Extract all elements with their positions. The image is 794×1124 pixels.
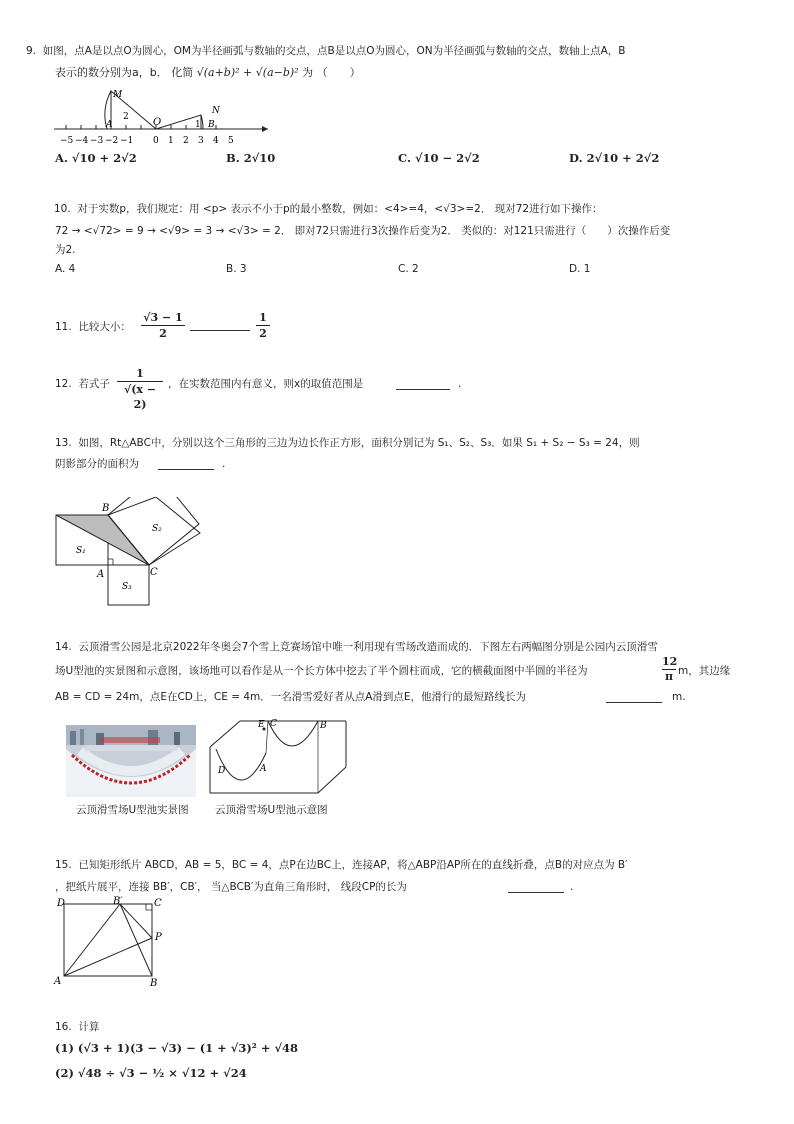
q11-left-fraction (141, 310, 185, 341)
label-A: A (260, 764, 267, 774)
q13-squares-figure (52, 497, 207, 609)
tick-label: 2 (183, 136, 189, 146)
tick-label: −4 (75, 136, 89, 146)
q12-period: . (458, 378, 462, 390)
label-A: A (106, 120, 113, 130)
q16-title: 16. 计算 (55, 1021, 100, 1033)
q14-answer-blank[interactable] (606, 690, 662, 703)
q14-unit: m. (672, 691, 686, 703)
u-pipe-diagram (206, 717, 354, 797)
q9-option-c[interactable]: C. √10 − 2√2 (398, 151, 480, 165)
q12-fraction (117, 366, 163, 412)
q14-line1: 14. 云顶滑雪公园是北京2022年冬奥会7个雪上竞赛场馆中唯一利用现有雪场改造而成的．下图左右两幅图分别是公园内云顶滑雪 (55, 641, 658, 653)
q9-option-a[interactable]: A. √10 + 2√2 (55, 151, 137, 165)
label-B: B (208, 120, 215, 130)
q15-period: . (570, 881, 574, 893)
label-D: D (57, 898, 66, 909)
q14-radius-fraction (662, 655, 676, 684)
q10-option-d[interactable]: D. 1 (569, 263, 591, 275)
tick-label: 1 (168, 136, 174, 146)
caption-photo: 云顶滑雪场U型池实景图 (76, 804, 189, 816)
label-C: C (270, 719, 277, 729)
tick-label: −1 (120, 136, 134, 146)
tick-label: 3 (198, 136, 204, 146)
tick-label: −2 (105, 136, 119, 146)
q13-line2: 阴影部分的面积为 (55, 458, 139, 470)
q13-period: . (222, 458, 226, 470)
q12-prompt-start: 12. 若式子 (55, 378, 110, 390)
q12-answer-blank[interactable] (396, 377, 450, 390)
caption-diagram: 云顶滑雪场U型池示意图 (215, 804, 328, 816)
label-O: O (153, 117, 162, 128)
label-C: C (150, 567, 158, 578)
fraction-numerator: 12 (662, 655, 678, 668)
q10-line1: 10. 对于实数p，我们规定：用 <p> 表示不小于p的最小整数，例如：<4>=4，<√3>=2． 现对72进行如下操作： (54, 203, 603, 215)
q10-option-a[interactable]: A. 4 (55, 263, 76, 275)
q10-option-c[interactable]: C. 2 (398, 263, 419, 275)
label-S2: S₂ (152, 524, 162, 534)
label-M: M (113, 90, 123, 100)
q9-number-line-figure (50, 83, 275, 149)
snow-park-photo (66, 725, 196, 797)
q16-part2: (2) √48 ÷ √3 − ½ × √12 + √24 (55, 1066, 247, 1080)
label-A: A (97, 569, 105, 580)
q10-line3: 为2. (55, 244, 76, 256)
q15-line1: 15. 已知矩形纸片 ABCD，AB = 5，BC = 4，点P在边BC上，连接AP，将△ABP沿AP所在的直线折叠，点B的对应点为 B′ (55, 859, 628, 871)
q14-line3: AB = CD = 24m，点E在CD上，CE = 4m．一名滑雪爱好者从点A滑到点E，他滑行的最短路线长为 (55, 691, 527, 703)
label-B: B (150, 978, 158, 989)
label-N: N (212, 106, 220, 116)
fraction-numerator: √3 − 1 (141, 310, 185, 326)
label-B: B (102, 503, 110, 514)
q15-line2: ，把纸片展平，连接 BB′，CB′， 当△BCB′为直角三角形时， 线段CP的长为 (55, 881, 407, 893)
q14-line2-start: 场U型池的实景图和示意图，该场地可以看作是从一个长方体中挖去了半个圆柱而成，它的横截面图中半圆的半径为 (55, 665, 588, 677)
q13-answer-blank[interactable] (158, 457, 214, 470)
tick-label: −5 (60, 136, 74, 146)
label-D: D (218, 766, 226, 776)
label-S1: S₁ (76, 546, 86, 556)
q9-line1: 9. 如图，点A是以点O为圆心，OM为半径画弧与数轴的交点，点B是以点O为圆心，ON为半径画弧与数轴的交点，数轴上点A，B (26, 45, 626, 57)
q11-right-fraction (256, 310, 270, 341)
q14-line2-end: m，其边缘 (678, 665, 731, 677)
fraction-denominator: 2 (259, 327, 267, 340)
q9-option-b[interactable]: B. 2√10 (226, 151, 276, 165)
label-S3: S₃ (122, 582, 132, 592)
label-B: B (320, 721, 327, 731)
q12-prompt-end: ，在实数范围内有意义，则x的取值范围是 (168, 378, 364, 390)
q16-part1: (1) (√3 + 1)(3 − √3) − (1 + √3)² + √48 (55, 1041, 299, 1055)
label-2: 2 (123, 112, 129, 122)
label-C: C (154, 898, 162, 909)
label-E: E (258, 720, 265, 730)
label-A: A (54, 976, 62, 987)
q11-answer-blank[interactable] (190, 318, 250, 331)
fraction-numerator: 1 (256, 310, 270, 326)
tick-label: 4 (213, 136, 219, 146)
label-B-prime: B′ (113, 896, 123, 907)
q10-option-b[interactable]: B. 3 (226, 263, 247, 275)
q10-line2: 72 → <√72> = 9 → <√9> = 3 → <√3> = 2． 即对72只需进行3次操作后变为2． 类似的：对121只需进行（ ）次操作后变 (55, 225, 671, 237)
q13-line1: 13. 如图，Rt△ABC中，分别以这个三角形的三边为边长作正方形，面积分别记为 S₁、S₂、S₃．如果 S₁ + S₂ − S₃ = 24，则 (55, 437, 640, 449)
fraction-denominator: √(x − 2) (123, 383, 157, 411)
fraction-numerator: 1 (117, 366, 163, 382)
tick-label: −3 (90, 136, 104, 146)
fraction-denominator: 2 (159, 327, 167, 340)
q15-answer-blank[interactable] (508, 880, 564, 893)
tick-label: 0 (153, 136, 159, 146)
tick-label: 5 (228, 136, 234, 146)
q9-line2: 表示的数分别为a，b． 化简 √(a+b)² + √(a−b)² 为 （ ） (55, 66, 361, 79)
fraction-denominator: π (664, 670, 674, 683)
q15-rectangle-figure (52, 894, 172, 990)
q9-option-d[interactable]: D. 2√10 + 2√2 (569, 151, 660, 165)
label-P: P (155, 932, 162, 943)
q11-prompt: 11. 比较大小： (55, 321, 131, 333)
label-1: 1 (195, 120, 201, 130)
